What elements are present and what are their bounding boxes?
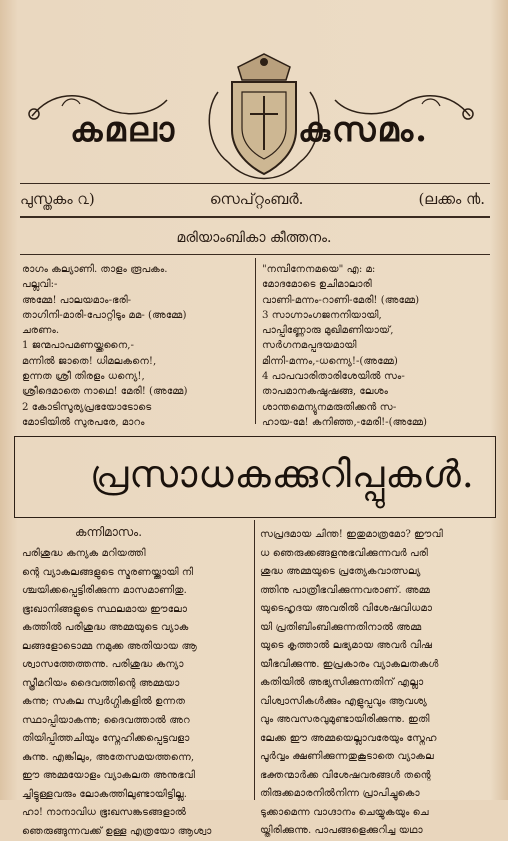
article-line: യുടെഹൃദയ അവരിൽ വിശേഷവിധമാ	[260, 600, 443, 619]
editorial-notes-banner: പ്രസാധകക്കുറിപ്പുകൾ.	[90, 452, 475, 497]
article-line: തിയിപ്പിത്തചിയും സ്നേഹിക്കപ്പെട്ടവളാ	[22, 730, 211, 749]
article-line: സപ്രദമായ ചിന്ത! ഇതുമാത്രമോ? ഈവി	[260, 526, 443, 545]
song-column-divider	[255, 258, 256, 424]
article-line: ത്തിനു പാത്രീഭവിക്കുന്നവരാണ്. അമ്മ	[260, 582, 443, 601]
article-left-column	[22, 545, 211, 841]
song-line: 4 പാപവാരിതാരിശേയിൽ സം-	[262, 369, 427, 384]
article-line: വിശ്വാസികൾക്കും എളുപ്പവും ആവശ്യ	[260, 693, 443, 712]
rule-under-song-title	[20, 254, 490, 255]
masthead-title-right: കുസമം.	[298, 110, 429, 150]
article-column-divider	[254, 520, 255, 800]
article-line: ശ്വാസത്തേത്തന്നു. പരിശുദ്ധ കന്യാ	[22, 656, 211, 675]
issue-number-label: (ലക്കം ൯.	[418, 190, 485, 208]
article-line: കതിയിൽ അഭ്യസിക്കുന്നതിന് എല്ലാ	[260, 674, 443, 693]
song-line: സർഗനമപ്പദയമായി	[262, 338, 427, 353]
article-line: ന്റെ വ്യാകലങ്ങളുടെ സ്മരണയ്ക്കായി നി	[22, 564, 211, 583]
masthead-title-left: കമലാ	[70, 110, 176, 150]
song-line: അമ്മേ! പാലയമാം-ഭരി-	[22, 293, 187, 308]
article-line: സ്ഥാപ്പിയാകന്നു; ദൈവത്താൽ അറ	[22, 712, 211, 731]
song-line: രാഗം കല്യാണി. താളം രൂപകം.	[22, 262, 187, 277]
song-line: ഉന്നത ശ്രീ തിരളം ധന്യെ!,	[22, 369, 187, 384]
song-line: 1 ജന്മപാപമണയ്ക്കനൈ,-	[22, 338, 187, 353]
rule-top	[20, 183, 490, 184]
song-line: ശാന്തമെന്യുനമരുതിക്കൻ സ-	[262, 400, 427, 415]
article-line: ടുക്കാമെന്ന വാഗ്ദാനം ചെയ്യുകയും ചെ	[260, 804, 443, 823]
rule-under-info	[20, 216, 490, 218]
song-title: മരിയാംബികാ കീത്തനം.	[0, 230, 508, 246]
song-line: വാണി-മന്നം-റാണി-മേരി! (അമ്മേ)	[262, 293, 427, 308]
song-right-column	[262, 262, 427, 430]
song-line: താഗിനി-മാരി-പോറ്റിടും മമ- (അമ്മേ)	[22, 308, 187, 323]
song-line: മിന്നി-മന്നം,-ധന്ന്യെ!-(അമ്മേ)	[262, 354, 427, 369]
article-line: കന്നു; സകല സ്വർഗ്ഗികളിൽ ഉന്നത	[22, 693, 211, 712]
article-right-column	[260, 526, 443, 841]
song-line: ശ്രീദെമാതെ നാഥെ! മേരി! (അമ്മേ)	[22, 384, 187, 399]
song-line: മന്നിൽ ജാതെ! ധിമലകനെ!,	[22, 354, 187, 369]
issue-info-line	[20, 190, 485, 208]
article-line: യീഭവിക്കുന്നു. ഇപ്രകാരം വ്യാകലതകൾ	[260, 656, 443, 675]
song-line: 2 കോടിസൂര്യപ്രഭയോടോടെ	[22, 400, 187, 415]
masthead	[30, 52, 480, 172]
song-line: മോടിയിൽ സുരപരേ, മാറം	[22, 415, 187, 430]
article-line: ലങ്ങളോടൊമ്മ നമുക്ക അതിയായ ആ	[22, 638, 211, 657]
article-line: പരിശുദ്ധ കന്യക മറിയത്തി	[22, 545, 211, 564]
article-line: കുന്നു. എങ്കിലും, അതേസമയത്തന്നെ,	[22, 749, 211, 768]
article-line: ശുദ്ധ അമ്മയുടെ പ്രത്യേകവാത്സല്യ	[260, 563, 443, 582]
article-line: ഹാ! നാനാവിധ ഭൂഃഖസങ്കടങ്ങളാൽ	[22, 804, 211, 823]
song-line: പല്ലവി:-	[22, 277, 187, 292]
article-subheading: കന്നിമാസം.	[75, 525, 142, 540]
article-line: യുടെ കൃത്താൽ ലഭ്യമായ അവർ വിഷ	[260, 637, 443, 656]
volume-label: പുസ്തകം ൨)	[20, 190, 95, 208]
article-line: യി പ്രതിബിംബിക്കുന്നതിനാൽ അമ്മ	[260, 619, 443, 638]
article-line: ച്ചിട്ടുള്ളവരും ലോകത്തിലുണ്ടായിട്ടില്ല.	[22, 786, 211, 805]
article-line: തിരുക്കമാരനിൽനിന്ന പ്രാപിച്ചുകൊ	[260, 785, 443, 804]
article-line: ശ്ചയിക്കപ്പെട്ടിരിക്കുന്ന മാസമാണിതു.	[22, 582, 211, 601]
article-line: ലേക്ക ഈ അമ്മയെല്ലാവരേയും സ്നേഹ	[260, 730, 443, 749]
article-line: കത്തിൽ പരിശുദ്ധ അമ്മയുടെ വ്യാക	[22, 619, 211, 638]
article-line: യ്തിരിക്കുന്നു. പാപങ്ങളെക്കുറിച്ച യഥാ	[260, 822, 443, 841]
article-line: ഭൂഃഖാനിങ്ങളുടെ സ്ഥലമായ ഈലോ	[22, 601, 211, 620]
song-line: 3 സാഗ്നാംഗജനനിയായി,	[262, 308, 427, 323]
month-label: സെപ്റ്റംബർ.	[210, 190, 304, 208]
article-line: വും അവസരവുമുണ്ടായിരിക്കുന്നു. ഇതി	[260, 711, 443, 730]
song-left-column	[22, 262, 187, 430]
song-line: ചരണം.	[22, 323, 187, 338]
article-line: സ്ത്രീമറിയം ദൈവത്തിന്റെ അമ്മയാ	[22, 675, 211, 694]
article-line: ഭക്തന്മാർക്ക വിശേഷവരങ്ങൾ തന്റെ	[260, 767, 443, 786]
song-line: താപമാനകഷുഷങ്ങ, ലേശം	[262, 384, 427, 399]
song-line: "നമ്പിനേനമയെ" എ: മ:	[262, 262, 427, 277]
song-line: മോദമോടെ ഉചിമാലാരി	[262, 277, 427, 292]
article-line: ഞെരുങ്ങുന്നവക്ക് ഉള്ള എത്രയോ ആശ്വാ	[22, 823, 211, 841]
article-line: ധ ഞെരുക്കങ്ങളനുഭവിക്കുന്നവർ പരി	[260, 545, 443, 564]
song-line: പാപ്പിണ്ണോരു മുഖിമണിയായ്,	[262, 323, 427, 338]
song-line: ഹായ-മേ! കനിഞ്ഞ,-മേരി!-(അമ്മേ)	[262, 415, 427, 430]
article-line: പൂർവ്വം ക്ഷണിക്കുന്നതുകൂടാതെ വ്യാകല	[260, 748, 443, 767]
article-line: ഈ അമ്മയോളം വ്യാകലത അനുഭവി	[22, 767, 211, 786]
